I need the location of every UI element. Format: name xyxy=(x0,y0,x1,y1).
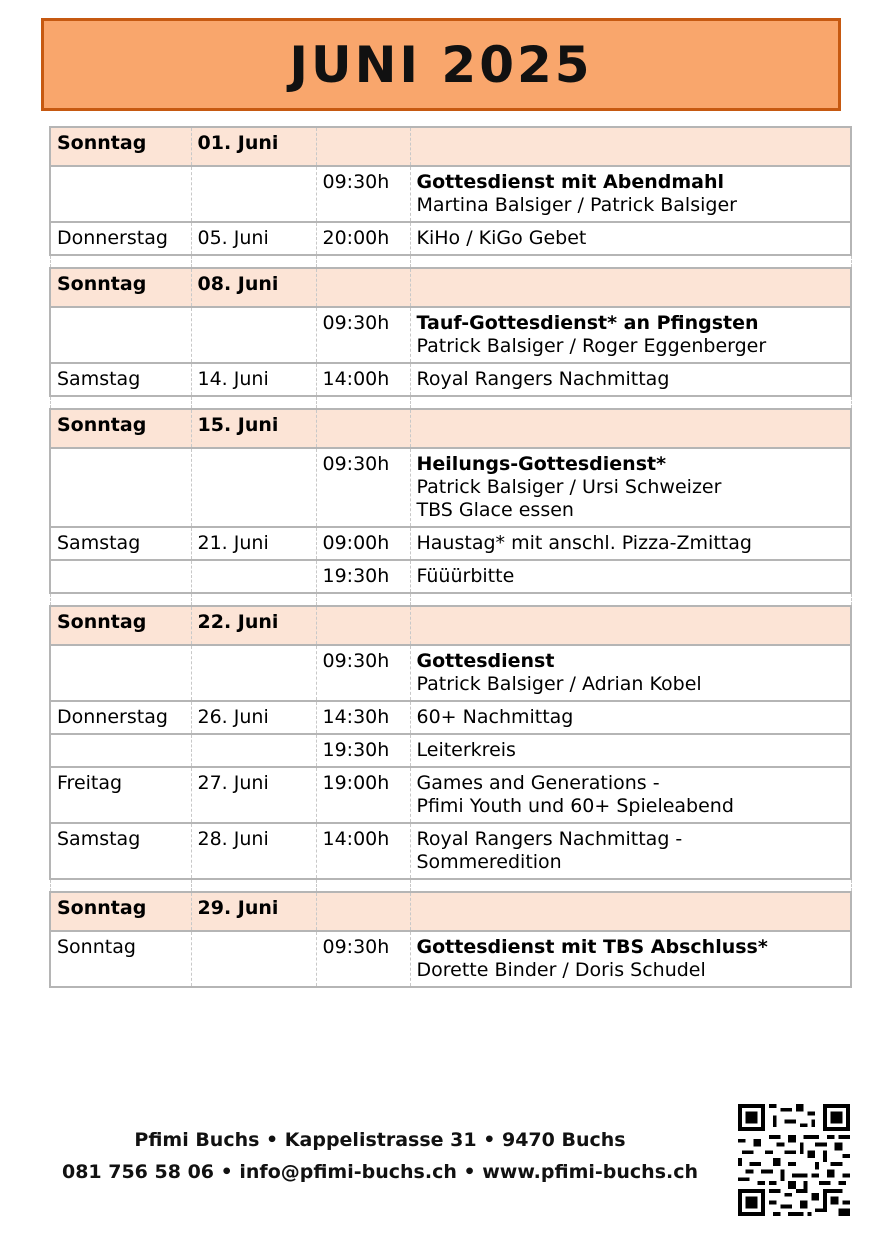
event-date-cell xyxy=(191,645,316,701)
event-day-cell: Samstag xyxy=(50,823,191,879)
event-time-cell: 19:30h xyxy=(316,734,410,767)
spacer-row xyxy=(50,396,851,409)
event-detail-line: Patrick Balsiger / Adrian Kobel xyxy=(416,673,702,695)
event-date-cell xyxy=(191,734,316,767)
event-date-cell xyxy=(191,307,316,363)
sunday-time-cell xyxy=(316,127,410,166)
event-time-cell: 19:30h xyxy=(316,560,410,593)
sunday-day-cell: Sonntag xyxy=(50,409,191,448)
spacer-cell xyxy=(191,396,316,409)
event-title: Tauf-Gottesdienst* an Pfingsten xyxy=(416,312,759,334)
event-title: Gottesdienst xyxy=(416,650,555,672)
spacer-cell xyxy=(191,879,316,892)
event-description-cell xyxy=(410,734,851,767)
event-description-cell xyxy=(410,222,851,255)
event-detail-line: Haustag* mit anschl. Pizza-Zmittag xyxy=(416,532,752,554)
event-time-cell: 09:30h xyxy=(316,448,410,527)
event-description-cell xyxy=(410,166,851,222)
event-time-cell: 14:30h xyxy=(316,701,410,734)
sunday-event-cell xyxy=(410,268,851,307)
spacer-cell xyxy=(50,879,191,892)
schedule-body xyxy=(50,127,851,987)
spacer-cell xyxy=(316,396,410,409)
event-detail-line: Royal Rangers Nachmittag - xyxy=(416,828,683,850)
event-row xyxy=(50,560,851,593)
event-detail-line: Royal Rangers Nachmittag xyxy=(416,368,670,390)
event-day-cell xyxy=(50,448,191,527)
event-detail-line: 60+ Nachmittag xyxy=(416,706,574,728)
event-day-cell xyxy=(50,307,191,363)
event-detail-line: Dorette Binder / Doris Schudel xyxy=(416,959,706,981)
sunday-row xyxy=(50,268,851,307)
sunday-event-cell xyxy=(410,409,851,448)
sunday-row xyxy=(50,606,851,645)
event-date-cell: 21. Juni xyxy=(191,527,316,560)
contact-footer xyxy=(60,1124,700,1188)
sunday-event-cell xyxy=(410,892,851,931)
event-detail-line: KiHo / KiGo Gebet xyxy=(416,227,587,249)
event-detail-line: Leiterkreis xyxy=(416,739,516,761)
event-description-cell xyxy=(410,527,851,560)
event-description-cell xyxy=(410,767,851,823)
event-time-cell: 09:30h xyxy=(316,307,410,363)
event-detail-line: Sommeredition xyxy=(416,851,562,873)
event-title: Gottesdienst mit Abendmahl xyxy=(416,171,725,193)
spacer-row xyxy=(50,879,851,892)
event-title: Gottesdienst mit TBS Abschluss* xyxy=(416,936,768,958)
spacer-cell xyxy=(316,255,410,268)
event-description-cell xyxy=(410,823,851,879)
event-day-cell xyxy=(50,166,191,222)
spacer-cell xyxy=(50,593,191,606)
event-description-cell xyxy=(410,363,851,396)
sunday-day-cell: Sonntag xyxy=(50,127,191,166)
schedule-table xyxy=(49,126,852,988)
event-detail-line: Patrick Balsiger / Ursi Schweizer xyxy=(416,476,722,498)
event-row xyxy=(50,307,851,363)
event-row xyxy=(50,448,851,527)
month-header xyxy=(41,18,841,111)
spacer-cell xyxy=(316,879,410,892)
event-detail-line: Füüürbitte xyxy=(416,565,515,587)
spacer-row xyxy=(50,255,851,268)
event-date-cell: 14. Juni xyxy=(191,363,316,396)
event-date-cell xyxy=(191,166,316,222)
address-line: Pfimi Buchs • Kappelistrasse 31 • 9470 Buchs xyxy=(134,1129,626,1151)
qr-code-icon xyxy=(738,1104,850,1216)
sunday-event-cell xyxy=(410,127,851,166)
schedule-table-wrapper xyxy=(49,126,850,988)
spacer-cell xyxy=(50,255,191,268)
event-time-cell: 09:30h xyxy=(316,166,410,222)
spacer-cell xyxy=(191,255,316,268)
spacer-cell xyxy=(410,255,851,268)
event-date-cell: 26. Juni xyxy=(191,701,316,734)
event-detail-line: Pfimi Youth und 60+ Spieleabend xyxy=(416,795,734,817)
sunday-date-cell: 29. Juni xyxy=(191,892,316,931)
sunday-time-cell xyxy=(316,268,410,307)
event-time-cell: 20:00h xyxy=(316,222,410,255)
event-detail-line: Patrick Balsiger / Roger Eggenberger xyxy=(416,335,767,357)
event-time-cell: 09:30h xyxy=(316,931,410,987)
event-description-cell xyxy=(410,448,851,527)
event-day-cell: Samstag xyxy=(50,527,191,560)
event-time-cell: 09:30h xyxy=(316,645,410,701)
event-description-cell xyxy=(410,701,851,734)
sunday-day-cell: Sonntag xyxy=(50,268,191,307)
sunday-day-cell: Sonntag xyxy=(50,892,191,931)
sunday-time-cell xyxy=(316,606,410,645)
event-detail-line: Martina Balsiger / Patrick Balsiger xyxy=(416,194,737,216)
event-date-cell xyxy=(191,931,316,987)
event-row xyxy=(50,645,851,701)
event-row xyxy=(50,823,851,879)
event-row xyxy=(50,222,851,255)
event-date-cell xyxy=(191,448,316,527)
sunday-day-cell: Sonntag xyxy=(50,606,191,645)
event-description-cell xyxy=(410,645,851,701)
event-detail-line: TBS Glace essen xyxy=(416,499,574,521)
contact-line: 081 756 58 06 • info@pfimi-buchs.ch • www.pfimi-buchs.ch xyxy=(61,1161,699,1183)
event-description-cell xyxy=(410,560,851,593)
event-day-cell: Samstag xyxy=(50,363,191,396)
month-title: JUNI 2025 xyxy=(289,35,593,94)
sunday-row xyxy=(50,409,851,448)
event-title: Heilungs-Gottesdienst* xyxy=(416,453,667,475)
event-description-cell xyxy=(410,307,851,363)
spacer-cell xyxy=(410,879,851,892)
sunday-date-cell: 08. Juni xyxy=(191,268,316,307)
event-day-cell xyxy=(50,734,191,767)
event-row xyxy=(50,527,851,560)
event-time-cell: 19:00h xyxy=(316,767,410,823)
event-date-cell xyxy=(191,560,316,593)
event-day-cell: Sonntag xyxy=(50,931,191,987)
event-detail-line: Games and Generations - xyxy=(416,772,660,794)
event-day-cell: Donnerstag xyxy=(50,222,191,255)
event-row xyxy=(50,734,851,767)
event-date-cell: 28. Juni xyxy=(191,823,316,879)
event-day-cell xyxy=(50,560,191,593)
event-row xyxy=(50,931,851,987)
event-date-cell: 05. Juni xyxy=(191,222,316,255)
event-description-cell xyxy=(410,931,851,987)
event-row xyxy=(50,166,851,222)
spacer-row xyxy=(50,593,851,606)
sunday-row xyxy=(50,892,851,931)
event-day-cell: Donnerstag xyxy=(50,701,191,734)
spacer-cell xyxy=(316,593,410,606)
event-time-cell: 09:00h xyxy=(316,527,410,560)
sunday-row xyxy=(50,127,851,166)
event-day-cell xyxy=(50,645,191,701)
sunday-date-cell: 15. Juni xyxy=(191,409,316,448)
sunday-date-cell: 01. Juni xyxy=(191,127,316,166)
spacer-cell xyxy=(191,593,316,606)
spacer-cell xyxy=(410,593,851,606)
sunday-date-cell: 22. Juni xyxy=(191,606,316,645)
event-row xyxy=(50,701,851,734)
event-row xyxy=(50,767,851,823)
event-time-cell: 14:00h xyxy=(316,823,410,879)
event-date-cell: 27. Juni xyxy=(191,767,316,823)
spacer-cell xyxy=(410,396,851,409)
event-day-cell: Freitag xyxy=(50,767,191,823)
sunday-time-cell xyxy=(316,892,410,931)
event-row xyxy=(50,363,851,396)
event-time-cell: 14:00h xyxy=(316,363,410,396)
sunday-event-cell xyxy=(410,606,851,645)
spacer-cell xyxy=(50,396,191,409)
sunday-time-cell xyxy=(316,409,410,448)
